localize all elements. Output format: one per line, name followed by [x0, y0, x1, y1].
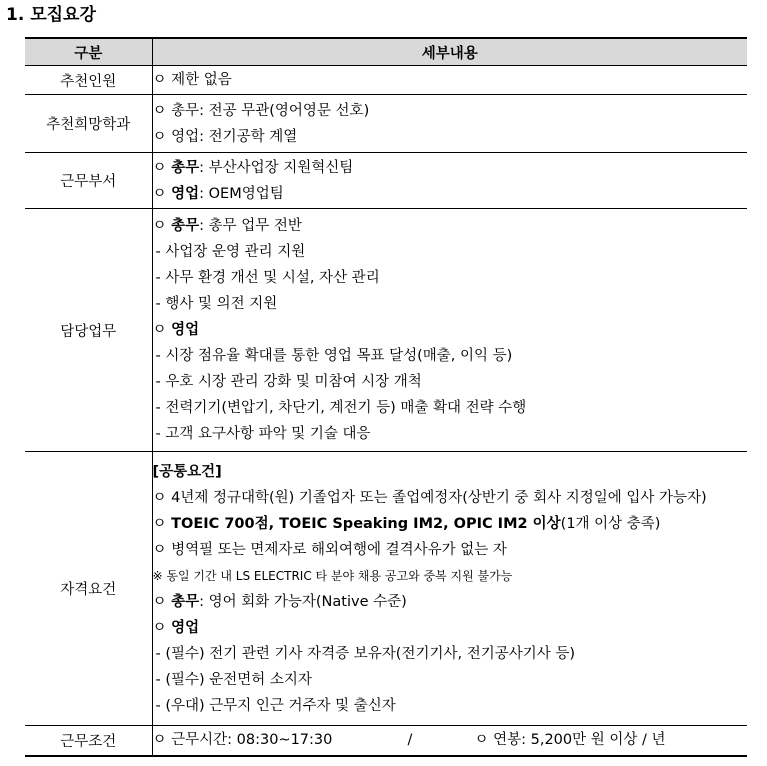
bullet-item [153, 155, 748, 181]
item-text: : 총무 업무 전반 [199, 218, 302, 234]
row-detail-cell [152, 95, 747, 153]
separator: / [407, 732, 413, 749]
bullet-item [153, 181, 748, 207]
row-detail-cell [152, 209, 747, 452]
bullet-item: ㅇ 총무: 전공 무관(영어영문 선호) [152, 102, 370, 119]
bold-label: 총무 [171, 218, 200, 234]
bullet-item [153, 317, 748, 343]
sub-item: - 고객 요구사항 파악 및 기술 대응 [155, 426, 371, 442]
bold-label: TOEIC 700점, TOEIC Speaking IM2, OPIC IM2 이상 [171, 515, 561, 532]
row-category-label: 근무부서 [25, 153, 152, 209]
table-row [25, 66, 747, 95]
table-header-row [25, 38, 747, 66]
note-item: ※ 동일 기간 내 LS ELECTRIC 타 분야 채용 공고와 중복 지원 불가능 [152, 568, 513, 583]
table-row [25, 452, 747, 726]
item-text: : 영어 회화 가능자(Native 수준) [199, 593, 407, 610]
bold-label: 영업 [171, 619, 200, 636]
sub-item: - 사무 환경 개선 및 시설, 자산 관리 [155, 270, 380, 286]
section-label: [공통요건] [152, 463, 222, 480]
bullet-marker: ㅇ [152, 515, 172, 532]
bold-label: 총무 [171, 593, 200, 610]
row-category-label: 추천인원 [25, 66, 152, 95]
sub-item: - 우호 시장 관리 강화 및 미참여 시장 개척 [155, 374, 422, 390]
row-detail-cell [152, 726, 747, 756]
sub-item: - 전력기기(변압기, 차단기, 계전기 등) 매출 확대 전략 수행 [155, 400, 527, 416]
sub-item: - 시장 점유율 확대를 통한 영업 목표 달성(매출, 이익 등) [155, 348, 513, 364]
row-category-label: 근무조건 [25, 726, 152, 756]
row-detail-cell [152, 153, 747, 209]
bold-label: 총무 [171, 159, 200, 176]
table-row [25, 95, 747, 153]
work-conditions [153, 728, 748, 752]
bullet-item [153, 615, 748, 641]
sub-item: - (우대) 근무지 인근 거주자 및 출신자 [155, 697, 396, 714]
bold-label: 영업 [171, 322, 200, 338]
row-category-label: 담당업무 [25, 209, 152, 452]
bullet-item: ㅇ 영업: 전기공학 계열 [152, 128, 298, 145]
bullet-marker: ㅇ [152, 593, 172, 610]
bullet-item [153, 213, 748, 239]
section-title: 1. 모집요강 [6, 5, 96, 25]
bullet-item: ㅇ 병역필 또는 면제자로 해외여행에 결격사유가 없는 자 [152, 541, 507, 558]
bold-label: 영업 [171, 185, 200, 202]
row-category-label: 추천희망학과 [25, 95, 152, 153]
bullet-marker: ㅇ [152, 218, 172, 234]
bullet-marker: ㅇ [152, 159, 172, 176]
requirements-table [25, 37, 747, 757]
salary: ㅇ 연봉: 5,200만 원 이상 / 년 [474, 732, 666, 749]
sub-item: - 행사 및 의전 지원 [155, 296, 278, 312]
work-hours: ㅇ 근무시간: 08:30~17:30 [152, 732, 333, 749]
sub-item: - (필수) 전기 관련 기사 자격증 보유자(전기기사, 전기공사기사 등) [155, 645, 576, 662]
item-text: : OEM영업팀 [199, 185, 284, 202]
bullet-marker: ㅇ [152, 185, 172, 202]
header-details: 세부내용 [152, 38, 747, 66]
bullet-marker: ㅇ [152, 322, 172, 338]
sub-item: - (필수) 운전면허 소지자 [155, 671, 312, 688]
item-text: (1개 이상 충족) [560, 515, 661, 532]
header-category: 구분 [25, 38, 152, 66]
table-row [25, 726, 747, 756]
row-category-label: 자격요건 [25, 452, 152, 726]
bullet-item: ㅇ 제한 없음 [152, 72, 232, 88]
table-row [25, 209, 747, 452]
row-detail-cell [152, 66, 747, 95]
bullet-item [153, 511, 748, 537]
bullet-item: ㅇ 4년제 정규대학(원) 기졸업자 또는 졸업예정자(상반기 중 회사 지정일에 입사 가능자) [152, 489, 707, 506]
bullet-item [153, 589, 748, 615]
row-detail-cell [152, 452, 747, 726]
table-row [25, 153, 747, 209]
item-text: : 부산사업장 지원혁신팀 [199, 159, 354, 176]
bullet-marker: ㅇ [152, 619, 172, 636]
sub-item: - 사업장 운영 관리 지원 [155, 244, 306, 260]
